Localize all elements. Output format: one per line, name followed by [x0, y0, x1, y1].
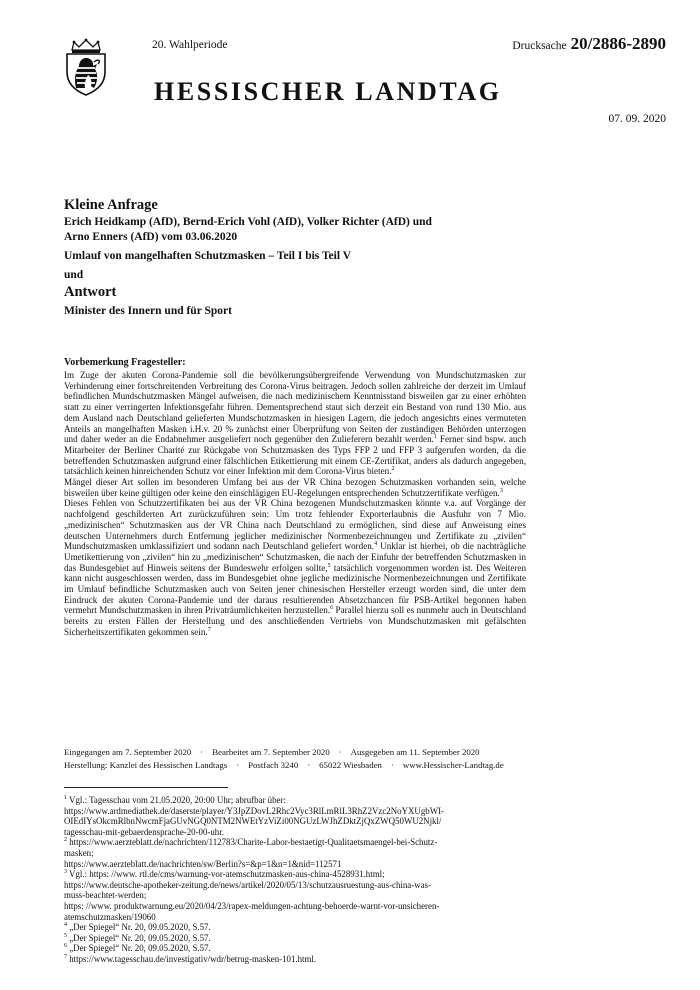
drucksache-number: 20/2886-2890 — [570, 34, 666, 53]
footnote-text: https://www.aerzteblatt.de/nachrichten/112783/Charite-Labor-bestaetigt-Qualitaetsmaengel-bei-Schutz- — [67, 837, 438, 848]
eingegangen: Eingegangen am 7. September 2020 — [64, 747, 192, 757]
footnote-divider — [64, 787, 228, 788]
footnote-line — [64, 912, 526, 923]
subject: Umlauf von mangelhaften Schutzmasken – Teil I bis Teil V — [64, 250, 352, 262]
footnote-text: Vgl.: Tagesschau vom 21.05.2020, 20:00 Uhr; abrufbar über: — [67, 795, 286, 805]
wahlperiode: 20. Wahlperiode — [152, 39, 228, 51]
footnote-line — [64, 954, 526, 965]
footnote-ref: 3 — [499, 487, 503, 494]
separator: · — [307, 760, 311, 770]
ort: 65022 Wiesbaden — [319, 760, 382, 770]
footnote-line — [64, 880, 526, 891]
footnote-text: Vgl.: https: //www. rtl.de/cms/warnung-vor-atemschutzmasken-aus-china-4528931.html; — [67, 869, 385, 880]
paragraph: Mängel dieser Art sollen im besonderen Umfang bei aus der VR China bezogen Schutzmasken vorhanden sein, welche bisweilen über keine gültigen oder keine den einschlägigen EU-Regelungen entsprechenden Schutzzertifikate verfügen.$^3$ — [64, 477, 526, 498]
publisher-info — [64, 760, 504, 770]
footnote-text: https://www.tagesschau.de/investigativ/wdr/betrug-masken-101.html. — [67, 953, 317, 964]
postfach: Postfach 3240 — [248, 760, 299, 770]
footnote-text: „Der Spiegel“ Nr. 20, 09.05.2020, S.57. — [67, 943, 211, 954]
und-connector: und — [64, 269, 84, 281]
paragraph: Im Zuge der akuten Corona-Pandemie soll die bevölkerungsübergreifende Verwendung von Mundschutzmasken zur Verhinderung einer fortschreitenden Verbreitung des Corona-Virus beitragen. Jedoch sollen zahlreiche der derzeit im Umlauf befindlichen Mundschutzmasken Mängel aufweisen, die nach medizinischem Kenntnisstand bisweilen gar zu einer erhöhten statt zu einer verringerten Infektionsgefahr führen. Dementsprechend staut sich derzeit ein Bestand von rund 130 Mio. aus dem Ausland nach Deutschland gelieferten Mundschutzmasken in hiesigen Lagern, die jedoch angesichts eines vermuteten Anteils an mangelhaften Masken i.H.v. 20 % zunächst einer Überprüfung von Seiten der zuständigen Behörden unterzogen und daher weder an die Endabnehmer ausgeliefert noch gegenüber den Zulieferern bezahlt werden.$^1$ Ferner sind bspw. auch Mitarbeiter der Berliner Charité zur Rückgabe von Schutzmasken des Typs FFP 2 und FFP 3 aufgerufen worden, da die betreffenden Schutzmasken aufgrund einer fälschlichen Etikettierung mit einem CE-Zertifikat, anders als dadurch angegeben, tatsächlich keinen hinreichenden Schutz vor einer Infektion mit dem Corona-Virus bieten.$^2$ — [64, 370, 526, 477]
footnote-line — [64, 837, 526, 848]
footnote-number: 4 — [64, 922, 67, 929]
footnote-text: https://www.ardmediathek.de/daserste/player/Y3JpZDovL2Rhc2Vyc3RlLmRlL3RhZ2Vzc2NoYXUgbWI- — [64, 805, 444, 816]
antwort-heading: Antwort — [64, 284, 117, 300]
drucksache — [512, 34, 666, 54]
footnote-line — [64, 890, 526, 901]
footnote-line — [64, 922, 526, 933]
footnote-number: 2 — [64, 837, 67, 844]
footnote-text: „Der Spiegel“ Nr. 20, 09.05.2020, S.57. — [67, 932, 211, 943]
footnote-text: masken; — [64, 847, 94, 858]
footnote-line — [64, 933, 526, 944]
footnote-ref: 1 — [433, 434, 437, 441]
document-date: 07. 09. 2020 — [608, 113, 666, 125]
document-title: HESSISCHER LANDTAG — [154, 77, 502, 106]
footnote-line — [64, 827, 526, 838]
footnote-text: muss-beachtet-werden; — [64, 890, 147, 901]
hesse-coat-of-arms-logo — [64, 38, 108, 96]
footnote-text: https: //www. produktwarnung.eu/2020/04/23/rapex-meldungen-achtung-behoerde-warnt-vor-unsicheren- — [64, 900, 440, 911]
kleine-anfrage-heading: Kleine Anfrage — [64, 197, 158, 213]
vorbemerkung-label: Vorbemerkung Fragesteller: — [64, 357, 186, 368]
footnote-ref: 7 — [207, 626, 211, 633]
footnote-number: 1 — [64, 795, 67, 802]
footnote-ref: 2 — [391, 466, 395, 473]
paragraph: Dieses Fehlen von Schutzzertifikaten bei aus der VR China bezogenen Mundschutzmasken könnte v.a. auf Vorgänge der nachfolgend geschilderten Art zurückzuführen sein: Um trotz fehlender Exporterlaubnis die Ausfuhr von 7 Mio. „medizinischen“ Schutzmasken aus der VR China nach Deutschland zu ermöglichen, sind diese auf Anweisung eines deutschen Unternehmers durch Entfernung jeglicher medizinischer Normenbezeichnungen und Zertifikate zu „zivilen“ Mundschutzmasken umklassifiziert und sodann nach Deutschland geliefert worden.$^4$ Unklar ist hierbei, ob die nachträgliche Umetikettierung von „zivilen“ hin zu „medizinischen“ Schutzmasken, die nach der Einfuhr der betreffenden Schutzmasken in das Bundesgebiet auf Hinweis seitens der Bundeswehr erfolgen sollte,$^5$ tatsächlich vorgenommen worden ist. Des Weiteren kann nicht ausgeschlossen werden, dass im Bundesgebiet ohne jegliche medizinische Normenbezeichnungen und Zertifikate im Umlauf befindliche Schutzmasken auch von Seiten jener chinesischen Hersteller erzeugt worden sind, die unter dem Eindruck der akuten Corona-Pandemie und der daraus resultierenden Absetzchancen für PSB-Artikel begonnen haben vermehrt Mundschutzmasken in ihren Privaträumlichkeiten herzustellen.$^6$ Parallel hierzu soll es nunmehr auch in Deutschland bereits zu ersten Fällen der Herstellung und des anschließenden Vertriebs von Mundschutzmasken mit gefälschten Sicherheitszertifikaten gekommen sein.$^7$ — [64, 498, 527, 637]
footnote-text: atemschutzmasken/19060 — [64, 911, 156, 922]
footnote-ref: 5 — [327, 562, 331, 569]
footnote-text: „Der Spiegel“ Nr. 20, 09.05.2020, S.57. — [67, 922, 211, 933]
authors — [64, 215, 504, 244]
footnote-line — [64, 848, 526, 859]
herstellung: Herstellung: Kanzlei des Hessischen Landtags — [64, 760, 228, 770]
separator: · — [390, 760, 394, 770]
footnote-text: https://www.deutsche-apotheker-zeitung.de/news/artikel/2020/05/13/schutzausruestung-aus-china-was- — [64, 879, 431, 890]
footnote-line — [64, 816, 526, 827]
footnote-line — [64, 901, 526, 912]
ausgegeben: Ausgegeben am 11. September 2020 — [350, 747, 480, 757]
footnote-line — [64, 869, 526, 880]
footnote-ref: 4 — [374, 541, 378, 548]
footnote-line — [64, 859, 526, 870]
footnote-number: 3 — [64, 869, 67, 876]
vorbemerkung-body — [64, 370, 526, 638]
minister: Minister des Innern und für Sport — [64, 305, 232, 317]
footnote-text: https://www.aerzteblatt.de/nachrichten/sw/Berlin?s=&p=1&n=1&nid=112571 — [64, 858, 342, 869]
website-link[interactable]: www.Hessischer-Landtag.de — [402, 760, 504, 770]
footnote-line — [64, 795, 526, 806]
separator: · — [236, 760, 240, 770]
footnotes — [64, 795, 526, 965]
footnote-line — [64, 806, 526, 817]
authors-line-2: Arno Enners (AfD) vom 03.06.2020 — [64, 230, 238, 243]
separator: · — [338, 747, 342, 757]
drucksache-label: Drucksache — [512, 40, 567, 52]
processing-dates — [64, 747, 480, 757]
footnote-number: 7 — [64, 953, 67, 960]
footnote-number: 6 — [64, 943, 67, 950]
footnote-line — [64, 943, 526, 954]
authors-line-1: Erich Heidkamp (AfD), Bernd-Erich Vohl (AfD), Volker Richter (AfD) und — [64, 216, 432, 228]
bearbeitet: Bearbeitet am 7. September 2020 — [212, 747, 330, 757]
footnote-number: 5 — [64, 932, 67, 939]
footnote-text: OIEdIYsOkcmRlbnNwcmFjaGUvNGQ0NTM2NWEtYzViZi00NGUzLWJhZDktZjQxZWQ50WU2Njkl/ — [64, 816, 442, 827]
footnote-text: tagesschau-mit-gebaerdensprache-20-00-uhr. — [64, 826, 224, 837]
separator: · — [200, 747, 204, 757]
footnote-ref: 6 — [330, 605, 334, 612]
